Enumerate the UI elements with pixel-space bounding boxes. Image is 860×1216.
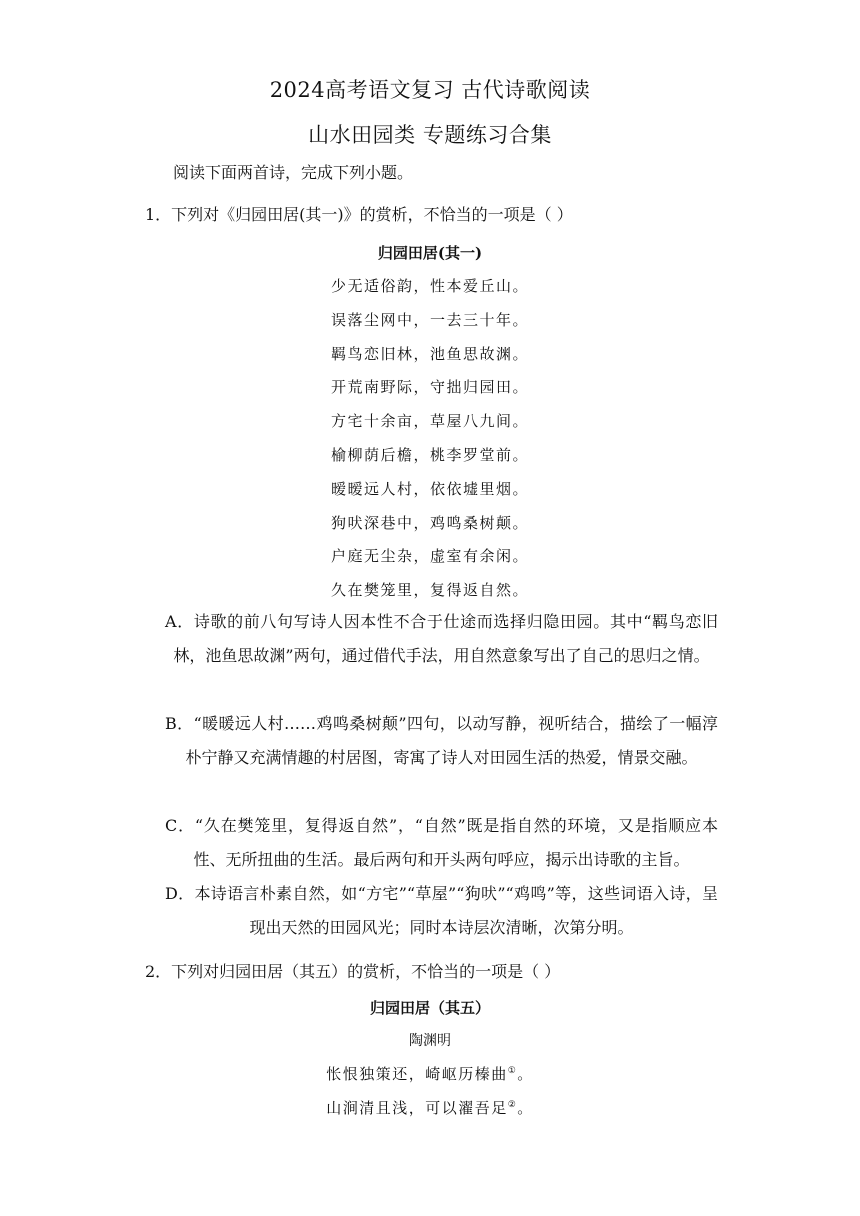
question-1-option-a: A．诗歌的前八句写诗人因本性不合于仕途而选择归隐田园。其中“羁鸟恋旧林，池鱼思故渊”两句，通过借代手法，用自然意象写出了自己的思归之情。 <box>165 612 718 665</box>
poem-1-line: 久在樊笼里，复得返自然。 <box>330 581 529 599</box>
poem-1-line: 少无适俗韵，性本爱丘山。 <box>330 277 529 295</box>
question-1-option-c: C．“久在樊笼里，复得返自然”，“自然”既是指自然的环境，又是指顺应本性、无所扭曲的生活。最后两句和开头两句呼应，揭示出诗歌的主旨。 <box>165 816 718 869</box>
poem-2-line <box>0 1097 860 1118</box>
poem-2-line-text: 山涧清且浅，可以濯吾足 <box>326 1099 508 1117</box>
poem-1-line: 暧暧远人村，依依墟里烟。 <box>330 480 529 498</box>
question-1-option-b: B．“暖暖远人村……鸡鸣桑树颠”四句，以动写静，视听结合，描绘了一幅淳朴宁静又充满情趣的村居图，寄寓了诗人对田园生活的热爱，情景交融。 <box>165 714 718 767</box>
footnote-marker: ② <box>507 1100 518 1110</box>
poem-1-line: 误落尘网中，一去三十年。 <box>330 311 529 329</box>
document-title: 2024高考语文复习 古代诗歌阅读 <box>269 78 591 102</box>
poem-1-line: 开荒南野际，守拙归园田。 <box>330 378 529 396</box>
poem-1-title: 归园田居(其一) <box>377 244 483 262</box>
question-1-option-d: D．本诗语言朴素自然，如“方宅”“草屋”“狗吠”“鸡鸣”等，这些词语入诗，呈现出天然的田园风光；同时本诗层次清晰，次第分明。 <box>165 884 718 937</box>
poem-2-line-punct: 。 <box>517 1065 534 1083</box>
poem-2-line-text: 怅恨独策还，崎岖历榛曲 <box>326 1065 508 1083</box>
poem-1-line: 户庭无尘杂，虚室有余闲。 <box>330 547 529 565</box>
instructions: 阅读下面两首诗，完成下列小题。 <box>173 163 414 182</box>
poem-2-author: 陶渊明 <box>409 1033 451 1049</box>
question-1-stem: 1．下列对《归园田居(其一)》的赏析，不恰当的一项是（ ） <box>145 205 573 224</box>
poem-2-line-punct: 。 <box>517 1099 534 1117</box>
poem-1-line: 羁鸟恋旧林，池鱼思故渊。 <box>330 345 529 363</box>
poem-1-line: 榆柳荫后檐，桃李罗堂前。 <box>330 446 529 464</box>
poem-1-line: 方宅十余亩，草屋八九间。 <box>330 412 529 430</box>
poem-2-line <box>0 1063 860 1084</box>
question-2-stem: 2．下列对归园田居（其五）的赏析，不恰当的一项是（ ） <box>145 962 561 981</box>
poem-1-line: 狗吠深巷中，鸡鸣桑树颠。 <box>330 514 529 532</box>
footnote-marker: ① <box>507 1066 518 1076</box>
poem-2-title: 归园田居（其五） <box>369 999 490 1017</box>
document-subtitle: 山水田园类 专题练习合集 <box>308 123 552 147</box>
